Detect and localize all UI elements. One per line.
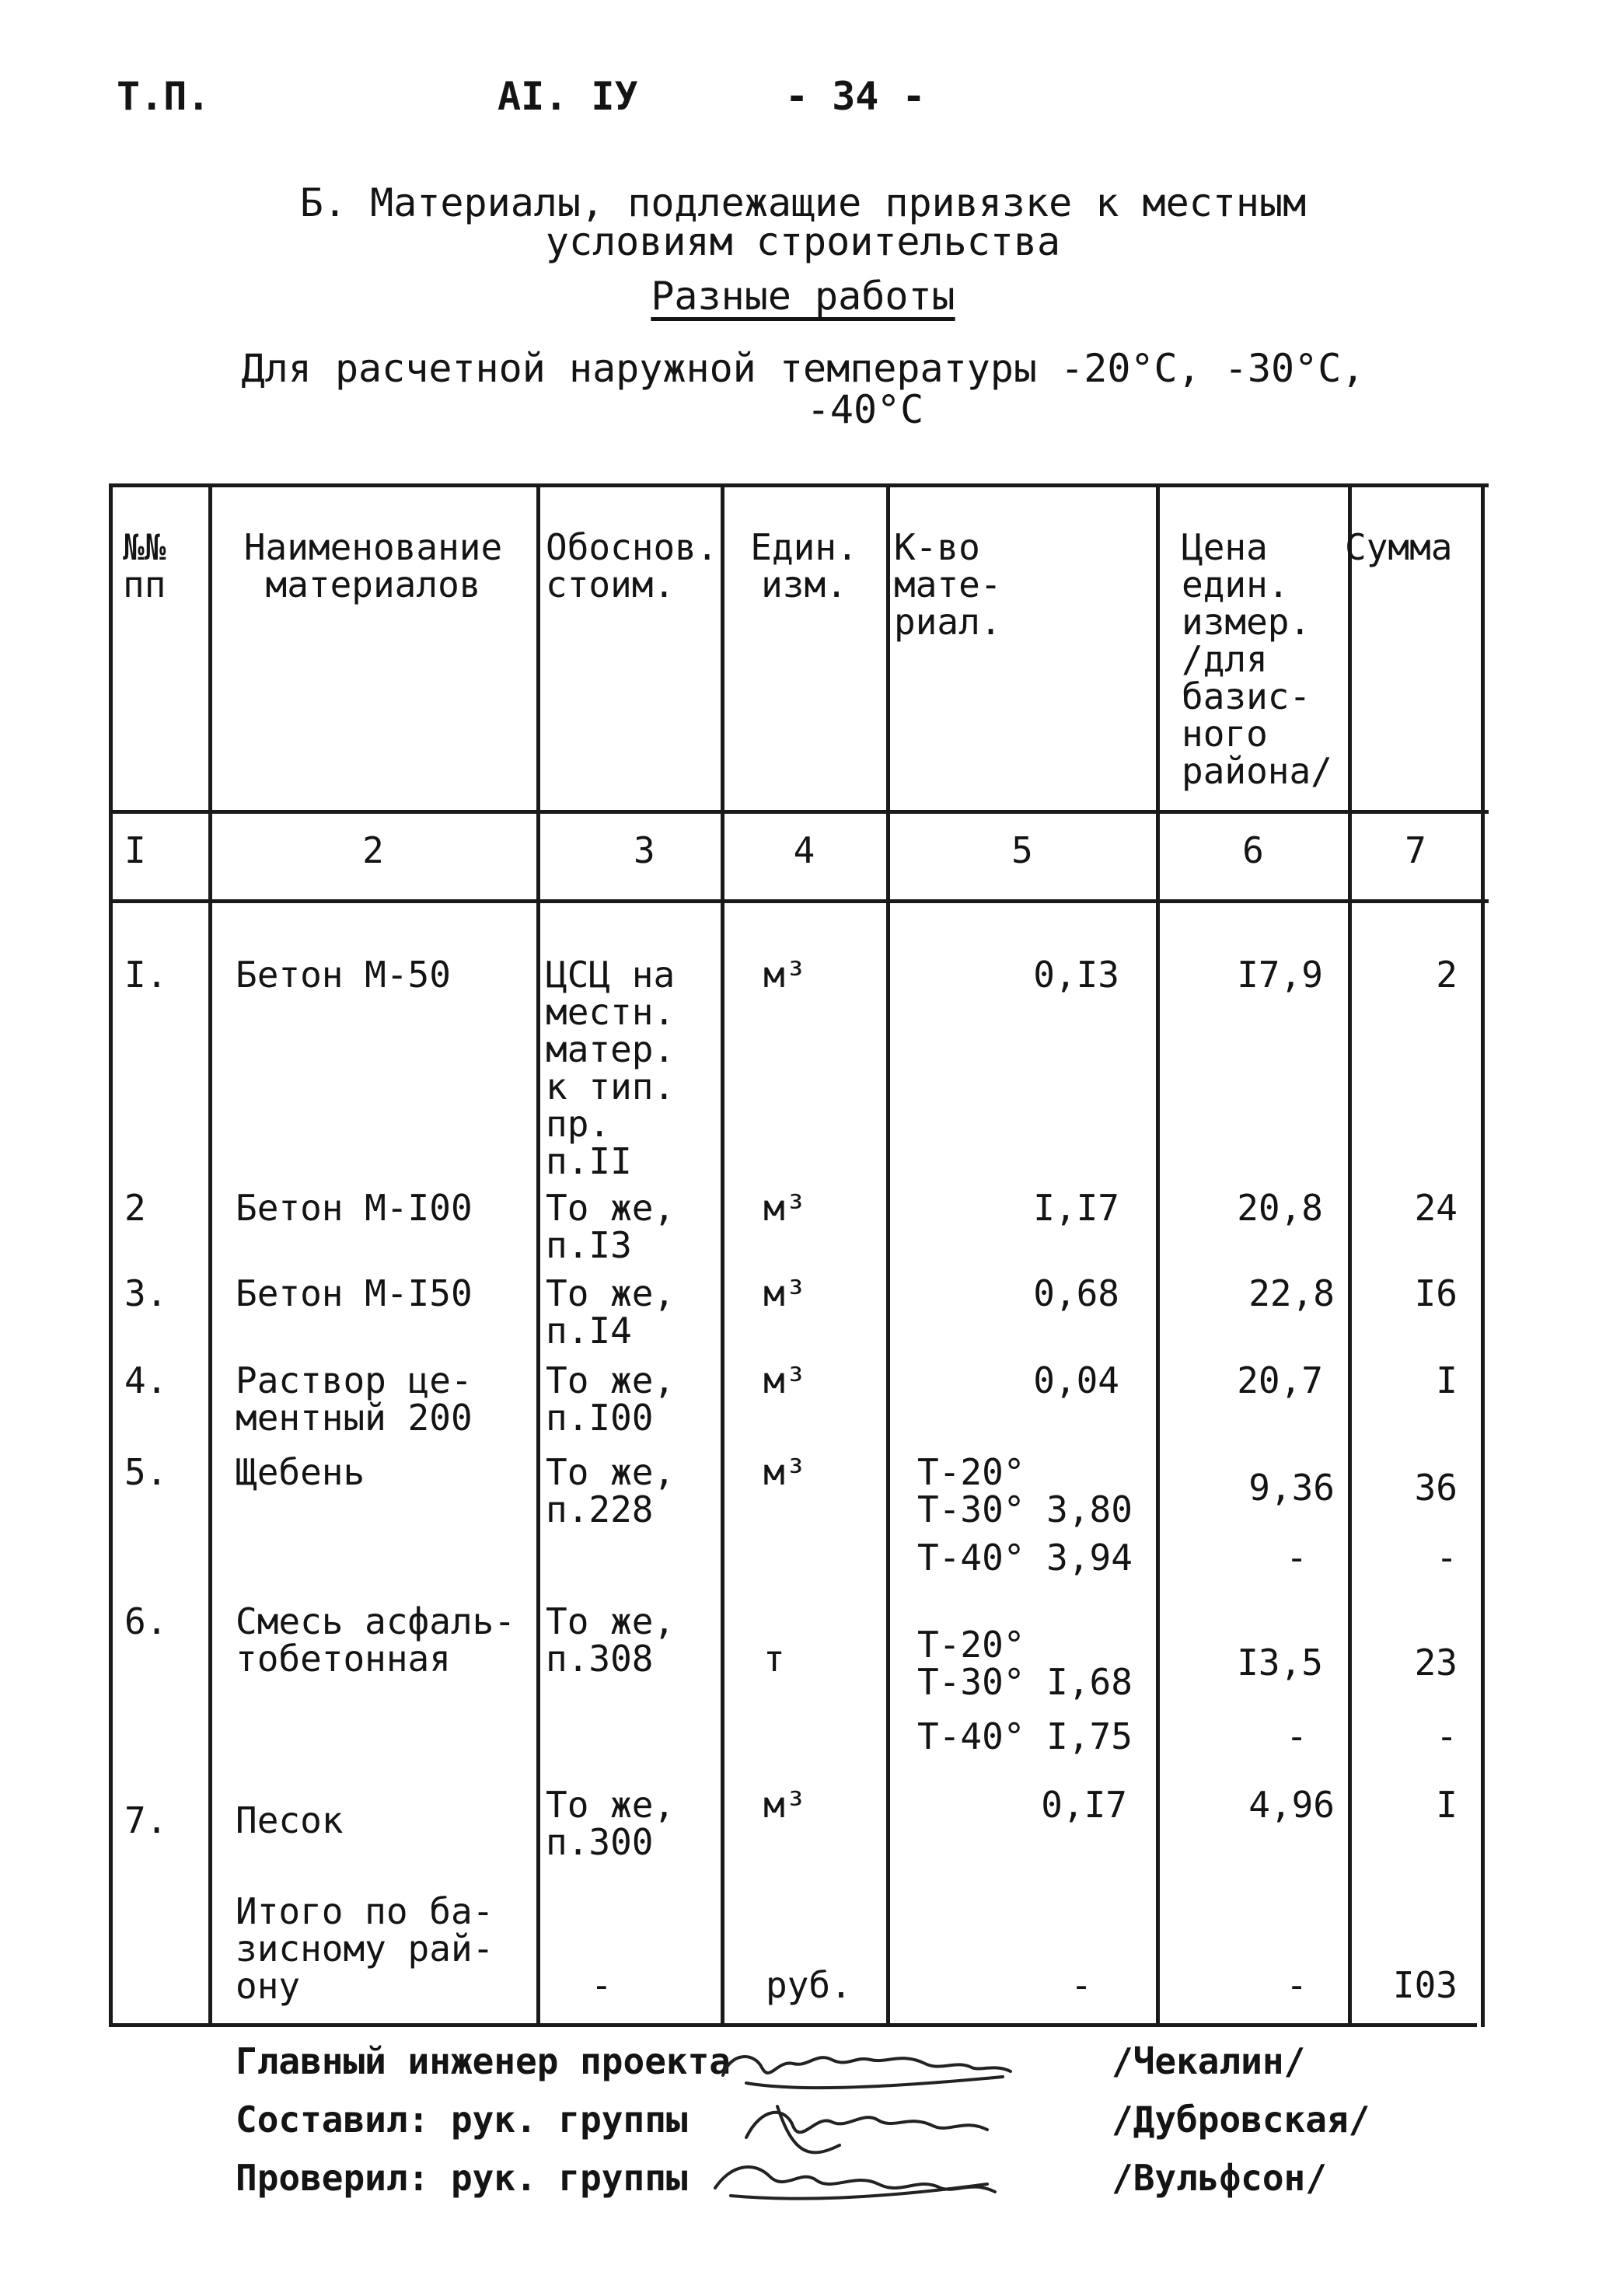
quantity: 0,I7 <box>1041 1784 1127 1826</box>
row-number: 3. <box>124 1272 168 1314</box>
quantity: I,I7 <box>1033 1187 1119 1229</box>
unit: руб. <box>766 1964 852 2006</box>
header-quantity: К-во мате- риал. <box>894 526 1002 643</box>
col-number-1: I <box>124 829 146 871</box>
material-name: Щебень <box>236 1451 365 1493</box>
col-number-6: 6 <box>1242 829 1264 871</box>
handwritten-signatures <box>700 2029 1088 2207</box>
row-number: 2 <box>124 1187 146 1229</box>
unit: т <box>763 1638 785 1680</box>
signature-chekalin <box>723 2057 1011 2075</box>
row-number: 5. <box>124 1451 168 1493</box>
quantity: 0,68 <box>1033 1272 1119 1314</box>
sum: I <box>1436 1359 1458 1401</box>
unit-price: 22,8 <box>1248 1272 1335 1314</box>
quantity: 0,04 <box>1033 1359 1119 1401</box>
cost-basis: - <box>591 1964 613 2006</box>
quantity: Т-20° Т-30° 3,80 <box>917 1451 1133 1530</box>
unit: м³ <box>763 1451 807 1493</box>
quantity: Т-40° 3,94 <box>917 1537 1133 1579</box>
total-label: Итого по ба- зисному рай- ону <box>236 1890 494 2007</box>
checker-name: /Вульфсон/ <box>1112 2157 1327 2199</box>
col-number-5: 5 <box>1011 829 1033 871</box>
unit-price: 20,8 <box>1237 1187 1323 1229</box>
total-sum: I03 <box>1392 1964 1458 2006</box>
chief-engineer-role: Главный инженер проекта <box>236 2040 731 2082</box>
header-sum: Сумма <box>1345 526 1453 568</box>
quantity: Т-40° I,75 <box>917 1715 1133 1757</box>
col-number-2: 2 <box>362 829 384 871</box>
quantity: 0,I3 <box>1033 954 1119 996</box>
unit-price: I7,9 <box>1237 954 1323 996</box>
col-number-7: 7 <box>1405 829 1426 871</box>
cost-basis: То же, п.I4 <box>546 1272 676 1352</box>
material-name: Раствор це- ментный 200 <box>236 1359 473 1439</box>
title-line-1: Б. Материалы, подлежащие привязке к местным <box>299 180 1307 225</box>
unit: м³ <box>763 1784 807 1826</box>
row-number: 6. <box>124 1600 168 1642</box>
compiler-role: Составил: рук. группы <box>236 2099 688 2141</box>
sum: I <box>1436 1784 1458 1826</box>
cost-basis: То же, п.308 <box>546 1600 676 1680</box>
title-line-2: условиям строительства <box>545 219 1061 264</box>
header-price: Цена един. измер. /для базис- ного района/ <box>1182 526 1332 792</box>
unit-price: 20,7 <box>1237 1359 1323 1401</box>
sum: 2 <box>1436 954 1458 996</box>
unit-price: - <box>1286 1715 1307 1757</box>
cost-basis: То же, п.I3 <box>546 1187 676 1266</box>
doc-code: Т.П. <box>117 74 211 119</box>
sum: I6 <box>1414 1272 1458 1314</box>
sum: 36 <box>1414 1467 1458 1509</box>
checker-role: Проверил: рук. группы <box>236 2157 688 2199</box>
section-title: Разные работы <box>651 274 955 319</box>
chief-engineer-name: /Чекалин/ <box>1112 2040 1306 2082</box>
material-name: Бетон М-50 <box>236 954 451 996</box>
unit-price: - <box>1286 1537 1307 1579</box>
unit-price: 4,96 <box>1248 1784 1335 1826</box>
sum: - <box>1436 1715 1458 1757</box>
quantity: - <box>1070 1964 1092 2006</box>
cost-basis: ЦСЦ на местн. матер. к тип. пр. п.II <box>546 954 676 1182</box>
unit-price: - <box>1286 1964 1307 2006</box>
header-unit: Един. изм. <box>750 526 858 605</box>
compiler-name: /Дубровская/ <box>1112 2099 1370 2141</box>
unit: м³ <box>763 1359 807 1401</box>
page-number: - 34 - <box>785 74 926 119</box>
temperature-line-cont: -40°С <box>806 387 924 432</box>
header-basis: Обоснов. стоим. <box>546 526 718 605</box>
row-number: 4. <box>124 1359 168 1401</box>
header-number: №№ пп <box>123 526 166 605</box>
row-number: 7. <box>124 1799 168 1841</box>
unit: м³ <box>763 954 807 996</box>
unit: м³ <box>763 1272 807 1314</box>
material-name: Бетон М-I00 <box>236 1187 473 1229</box>
cost-basis: То же, п.300 <box>546 1784 676 1863</box>
col-number-3: 3 <box>634 829 655 871</box>
sum: 24 <box>1414 1187 1458 1229</box>
unit: м³ <box>763 1187 807 1229</box>
sum: 23 <box>1414 1642 1458 1684</box>
cost-basis: То же, п.228 <box>546 1451 676 1530</box>
col-number-4: 4 <box>793 829 815 871</box>
quantity: Т-20° Т-30° I,68 <box>917 1624 1133 1703</box>
temperature-line: Для расчетной наружной температуры -20°С, -30°С, <box>241 346 1365 391</box>
header-name: Наименование материалов <box>243 526 503 605</box>
doc-album: АI. IУ <box>498 74 638 119</box>
row-number: I. <box>124 954 168 996</box>
cost-basis: То же, п.I00 <box>546 1359 676 1439</box>
unit-price: 9,36 <box>1248 1467 1335 1509</box>
material-name: Песок <box>236 1799 344 1841</box>
material-name: Бетон М-I50 <box>236 1272 473 1314</box>
material-name: Смесь асфаль- тобетонная <box>236 1600 516 1680</box>
unit-price: I3,5 <box>1237 1642 1323 1684</box>
sum: - <box>1436 1537 1458 1579</box>
